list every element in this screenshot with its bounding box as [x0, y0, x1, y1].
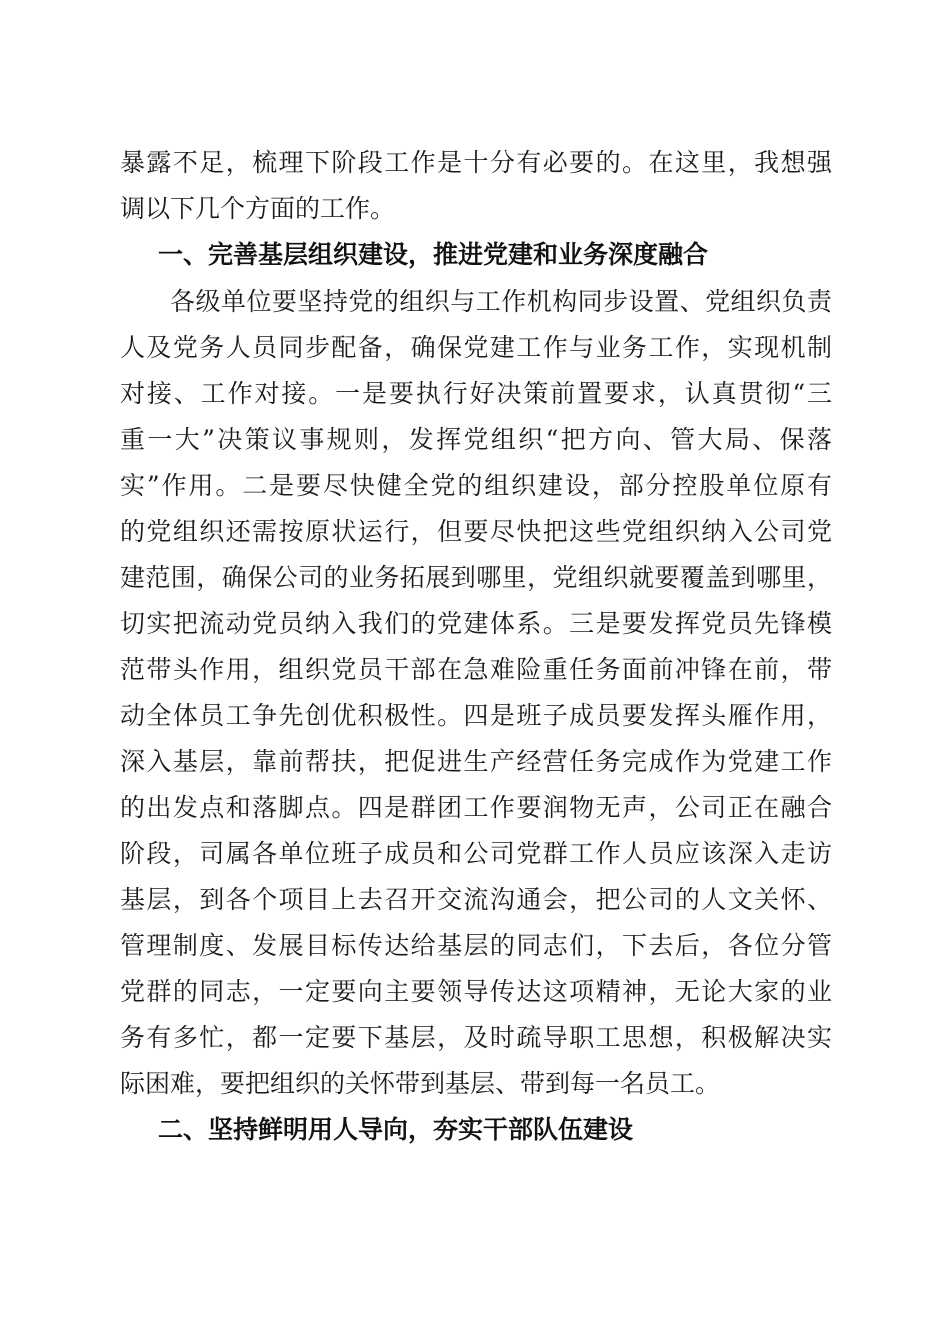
- section-1-line-1: 各级单位要坚持党的组织与工作机构同步设置、党组织负责: [170, 287, 832, 316]
- section-1-line-6: 的党组织还需按原状运行，但要尽快把这些党组织纳入公司党: [120, 517, 832, 546]
- section-1-line-10: 动全体员工争先创优积极性。四是班子成员要发挥头雁作用，: [120, 701, 832, 730]
- section-1-line-4: 重一大”决策议事规则，发挥党组织“把方向、管大局、保落: [120, 425, 832, 454]
- section-1-line-15: 管理制度、发展目标传达给基层的同志们，下去后，各位分管: [120, 931, 832, 960]
- section-1-line-3: 对接、工作对接。一是要执行好决策前置要求，认真贯彻“三: [120, 379, 832, 408]
- section-1-line-14: 基层，到各个项目上去召开交流沟通会，把公司的人文关怀、: [120, 885, 832, 914]
- section-1-line-9: 范带头作用，组织党员干部在急难险重任务面前冲锋在前，带: [120, 655, 832, 684]
- section-1-line-7: 建范围，确保公司的业务拓展到哪里，党组织就要覆盖到哪里，: [120, 563, 832, 592]
- section-1-line-8: 切实把流动党员纳入我们的党建体系。三是要发挥党员先锋模: [120, 609, 832, 638]
- section-1-line-13: 阶段，司属各单位班子成员和公司党群工作人员应该深入走访: [120, 839, 832, 868]
- section-1-line-17: 务有多忙，都一定要下基层，及时疏导职工思想，积极解决实: [120, 1023, 832, 1052]
- section-1-line-11: 深入基层，靠前帮扶，把促进生产经营任务完成作为党建工作: [120, 747, 832, 776]
- intro-line-1: 暴露不足，梳理下阶段工作是十分有必要的。在这里，我想强: [120, 148, 832, 177]
- intro-line-2: 调以下几个方面的工作。: [120, 194, 396, 223]
- section-1-heading: 一、完善基层组织建设，推进党建和业务深度融合: [158, 240, 709, 269]
- section-1-line-2: 人及党务人员同步配备，确保党建工作与业务工作，实现机制: [120, 333, 832, 362]
- section-1-line-18: 际困难，要把组织的关怀带到基层、带到每一名员工。: [120, 1069, 721, 1098]
- section-1-line-5: 实”作用。二是要尽快健全党的组织建设，部分控股单位原有: [120, 471, 832, 500]
- section-1-line-16: 党群的同志，一定要向主要领导传达这项精神，无论大家的业: [120, 977, 832, 1006]
- section-2-heading: 二、坚持鲜明用人导向，夯实干部队伍建设: [158, 1115, 634, 1144]
- section-1-line-12: 的出发点和落脚点。四是群团工作要润物无声，公司正在融合: [120, 793, 832, 822]
